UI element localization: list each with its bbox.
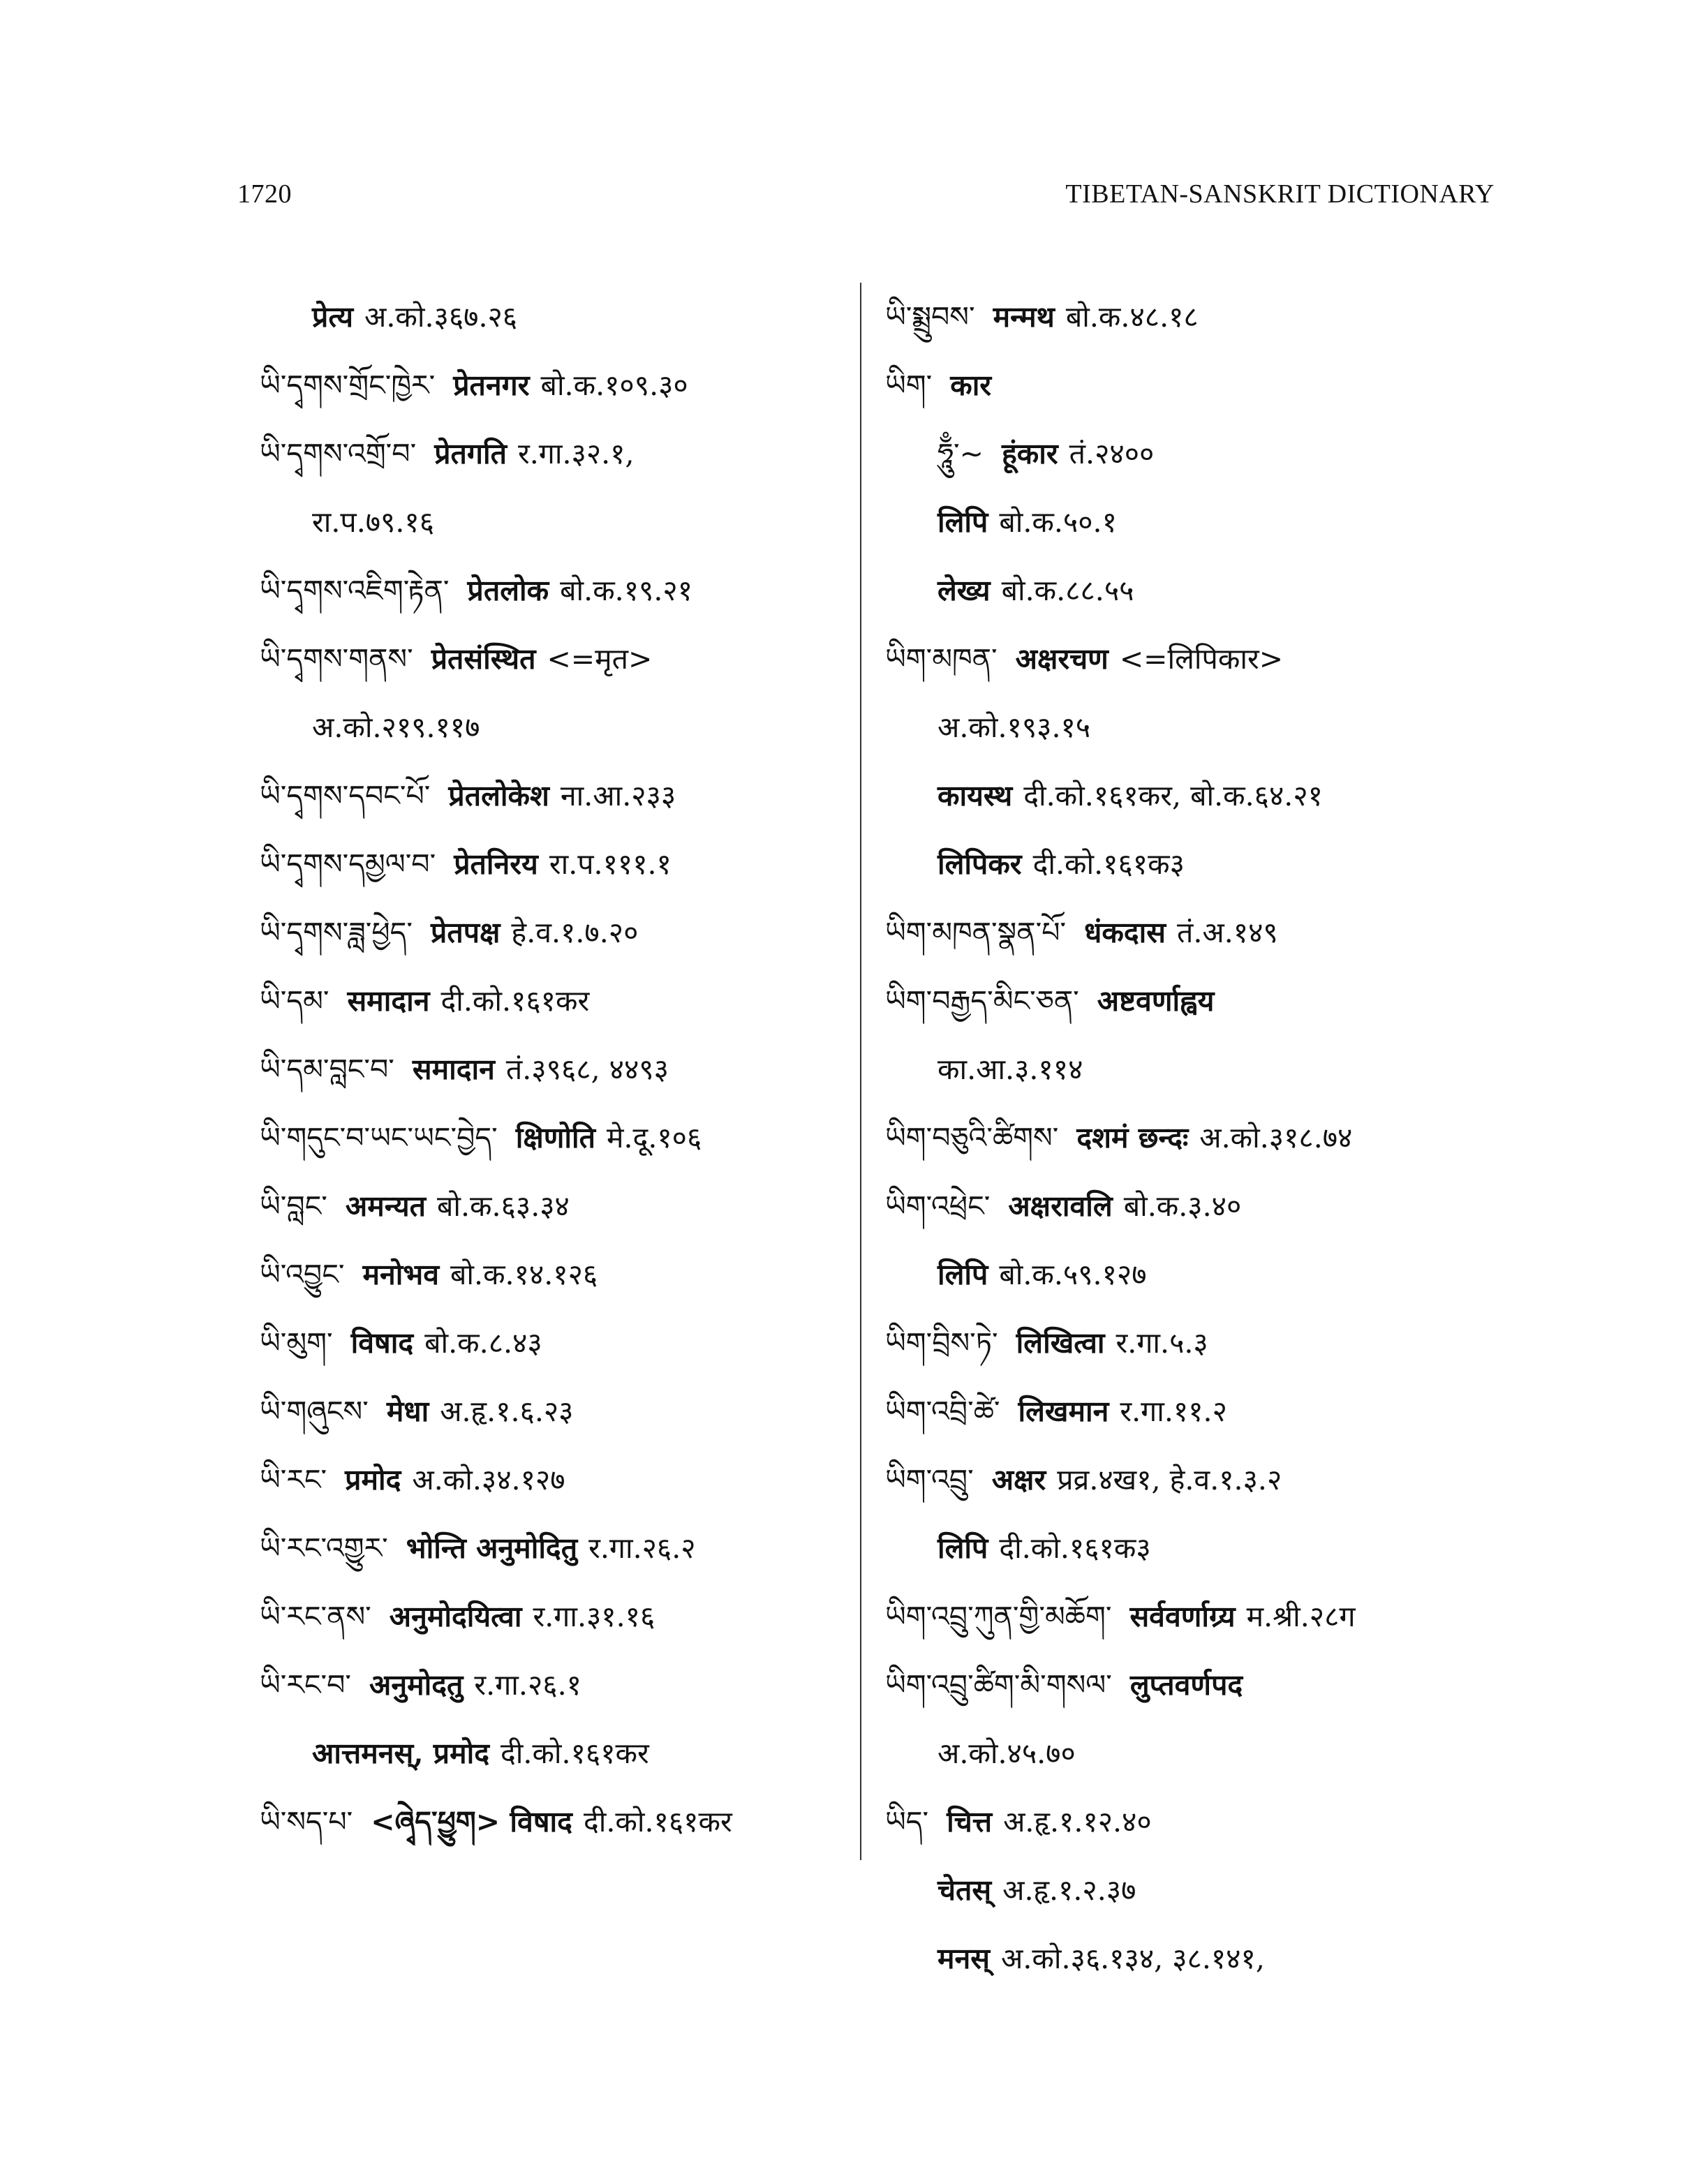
dictionary-entry	[885, 625, 1513, 693]
dictionary-entry	[885, 1651, 1513, 1719]
sanskrit-term: लुप्तवर्णपद	[1129, 1668, 1243, 1702]
tibetan-term: ཡི་དྭགས་དམྱལ་བ་	[260, 847, 436, 881]
dictionary-entry	[885, 351, 1513, 419]
dictionary-entry	[260, 1104, 832, 1172]
sanskrit-term: प्रेतसंस्थित	[431, 642, 536, 676]
right-column	[885, 283, 1513, 1993]
source-reference: बो.क.१४.१२६	[450, 1258, 598, 1291]
source-reference: दी.को.१६१कर	[583, 1805, 732, 1838]
tibetan-term: ཡི་གདུང་བ་ཡང་ཡང་བྱེད་	[260, 1121, 498, 1154]
source-reference: बो.क.५०.१	[999, 505, 1117, 539]
sanskrit-term: चेतस्	[937, 1873, 992, 1907]
page-title: TIBETAN-SANSKRIT DICTIONARY	[1065, 179, 1495, 209]
tibetan-term: ཡིག་འབྲུ་ཀུན་གྱི་མཆོག་	[885, 1600, 1112, 1633]
dictionary-entry	[260, 1035, 832, 1104]
column-divider	[860, 283, 861, 1860]
dictionary-entry	[260, 1788, 832, 1856]
sanskrit-term: लिखित्वा	[1016, 1326, 1105, 1360]
dictionary-entry	[885, 693, 1513, 762]
dictionary-entry	[885, 1788, 1513, 1856]
dictionary-entry	[260, 1240, 832, 1309]
sanskrit-term: धंकदास	[1084, 916, 1166, 949]
sanskrit-term: प्रेतलोक	[467, 574, 549, 607]
source-reference: प्रव्र.४ख१, हे.व.१.३.२	[1057, 1463, 1282, 1496]
dictionary-entry	[885, 1446, 1513, 1514]
sanskrit-term: विषाद	[350, 1326, 414, 1360]
source-reference: ना.आ.२३३	[560, 779, 676, 812]
source-reference: र.गा.५.३	[1115, 1326, 1208, 1360]
sanskrit-term: कायस्थ	[937, 779, 1013, 812]
dictionary-entry	[885, 898, 1513, 967]
sanskrit-term: प्रेतगति	[434, 437, 507, 470]
source-reference: बो.क.१९.२१	[560, 574, 693, 607]
source-reference: अ.को.३६.१३४, ३८.१४१,	[1001, 1942, 1265, 1975]
source-reference: का.आ.३.११४	[937, 1053, 1083, 1086]
tibetan-term: ཡིག་	[885, 369, 933, 402]
dictionary-entry	[260, 351, 832, 419]
dictionary-entry	[885, 488, 1513, 556]
sanskrit-term: लिखमान	[1018, 1395, 1109, 1428]
tibetan-term: ཡི་དྭགས་དབང་པོ་	[260, 779, 431, 812]
source-reference: बो.क.८८.५५	[1001, 574, 1134, 607]
source-reference: र.गा.११.२	[1120, 1395, 1227, 1428]
page-number: 1720	[237, 179, 292, 209]
dictionary-entry	[885, 967, 1513, 1035]
sanskrit-term: सर्ववर्णाग्र्य	[1129, 1600, 1236, 1633]
sanskrit-term: प्रेतपक्ष	[431, 916, 501, 949]
source-reference: <=लिपिकार>	[1119, 642, 1284, 676]
source-reference: बो.क.६३.३४	[436, 1189, 570, 1223]
tibetan-term: ཡིག་འབྲུ་	[885, 1463, 974, 1496]
sanskrit-term: प्रेतलोकेश	[448, 779, 549, 812]
source-reference: बो.क.५९.१२७	[999, 1258, 1147, 1291]
source-reference: दी.को.१६१कर	[440, 984, 590, 1018]
tibetan-term: ཡི་དམ་	[260, 984, 329, 1018]
sanskrit-term: लिपि	[937, 1258, 988, 1291]
dictionary-entry	[885, 1035, 1513, 1104]
sanskrit-term: समादान	[412, 1053, 495, 1086]
sanskrit-term: प्रेतनिरय	[454, 847, 538, 881]
dictionary-entry	[885, 762, 1513, 830]
sanskrit-term: लिपिकर	[937, 847, 1022, 881]
source-reference: अ.को.३४.१२७	[412, 1463, 565, 1496]
tibetan-term: ཡི་དྭགས་གྲོང་ཁྱེར་	[260, 369, 436, 402]
dictionary-entry	[260, 556, 832, 625]
sanskrit-term: भोन्ति अनुमोदितु	[406, 1531, 578, 1565]
source-reference: तं.२४००	[1069, 437, 1155, 470]
sanskrit-term: प्रेत्य	[312, 300, 353, 334]
dictionary-entry	[260, 693, 832, 762]
dictionary-entry	[885, 556, 1513, 625]
tibetan-term: ཡིག་བཅུའི་ཚིགས་	[885, 1121, 1059, 1154]
tibetan-term: ཡི་རང་ནས་	[260, 1600, 371, 1633]
dictionary-entry	[260, 1582, 832, 1651]
dictionary-entry	[885, 419, 1513, 488]
dictionary-entry	[260, 967, 832, 1035]
source-reference: अ.को.३६७.२६	[364, 300, 518, 334]
sanskrit-term: मनोभव	[362, 1258, 439, 1291]
tibetan-term: ཡིག་འཕྲེང་	[885, 1189, 991, 1223]
sanskrit-term: अक्षर	[991, 1463, 1046, 1496]
sanskrit-term: प्रमोद	[345, 1463, 401, 1496]
dictionary-entry	[260, 762, 832, 830]
dictionary-entry	[260, 1514, 832, 1582]
dictionary-entry	[260, 830, 832, 898]
sanskrit-term: अनुमोदतु	[369, 1668, 464, 1702]
dictionary-entry	[260, 419, 832, 488]
sanskrit-term: दशमं छन्दः	[1076, 1121, 1189, 1154]
tibetan-term: ཡི་དྭགས་གནས་	[260, 642, 413, 676]
tibetan-term: ཡིག་བྲིས་ཏེ་	[885, 1326, 998, 1360]
tibetan-term: ཡིད་	[885, 1805, 929, 1838]
sanskrit-term: लिपि	[937, 505, 988, 539]
tibetan-term: ཡི་གཞུངས་	[260, 1395, 369, 1428]
sanskrit-term: समादान	[347, 984, 430, 1018]
dictionary-entry	[260, 488, 832, 556]
sanskrit-term: अमन्यत	[345, 1189, 426, 1223]
tibetan-term: ཡི་རང་འགྱུར་	[260, 1531, 388, 1565]
sanskrit-term: लेख्य	[937, 574, 991, 607]
source-reference: र.गा.३१.१६	[533, 1600, 655, 1633]
tibetan-term: ཡི་རང་	[260, 1463, 327, 1496]
dictionary-entry	[885, 1582, 1513, 1651]
tibetan-term: ཡི་དྭགས་འཇིག་རྟེན་	[260, 574, 450, 607]
source-reference: अ.को.४५.७०	[937, 1737, 1076, 1770]
tibetan-term: ཡིག་བརྒྱད་མིང་ཅན་	[885, 984, 1079, 1018]
dictionary-entry	[885, 1104, 1513, 1172]
source-reference: रा.प.७९.१६	[312, 505, 435, 539]
sanskrit-term: प्रेतनगर	[453, 369, 530, 402]
sanskrit-term: लिपि	[937, 1531, 988, 1565]
source-reference: बो.क.४८.१८	[1065, 300, 1199, 334]
source-reference: बो.क.३.४०	[1123, 1189, 1242, 1223]
source-reference: <=मृत>	[547, 642, 653, 676]
sanskrit-term: चित्त	[947, 1805, 993, 1838]
sanskrit-term: मनस्	[937, 1942, 990, 1975]
source-reference: म.श्री.२८ग	[1246, 1600, 1356, 1633]
sanskrit-term: आत्तमनस्, प्रमोद	[312, 1737, 490, 1770]
tibetan-term: ཡི་དྭགས་འགྲོ་བ་	[260, 437, 417, 470]
source-reference: दी.को.१६१कर	[501, 1737, 649, 1770]
dictionary-entry	[260, 283, 832, 351]
source-reference: दी.को.१६१कर, बो.क.६४.२१	[1023, 779, 1323, 812]
dictionary-entry	[260, 1309, 832, 1377]
source-reference: अ.को.३१८.७४	[1199, 1121, 1353, 1154]
tibetan-term: ཡིག་མཁན་	[885, 642, 998, 676]
sanskrit-term: अक्षरचण	[1015, 642, 1109, 676]
source-reference: र.गा.२६.१	[474, 1668, 581, 1702]
tibetan-term: ཡི་དམ་བླང་བ་	[260, 1053, 394, 1086]
dictionary-entry	[885, 1924, 1513, 1993]
source-reference: अ.को.१९३.१५	[937, 711, 1091, 744]
sanskrit-term: कार	[950, 369, 992, 402]
dictionary-entry	[885, 1719, 1513, 1788]
tibetan-term: ཡི་མུག་	[260, 1326, 333, 1360]
dictionary-entry	[885, 1240, 1513, 1309]
tibetan-term: ཡིག་འབྲུ་ཚིག་མི་གསལ་	[885, 1668, 1112, 1702]
dictionary-entry	[885, 1514, 1513, 1582]
dictionary-entry	[260, 898, 832, 967]
dictionary-entry	[885, 830, 1513, 898]
dictionary-entry	[885, 1377, 1513, 1446]
source-reference: अ.हृ.१.६.२३	[440, 1395, 574, 1428]
source-reference: र.गा.३२.१,	[517, 437, 635, 470]
dictionary-entry	[260, 1377, 832, 1446]
dictionary-entry	[260, 1719, 832, 1788]
tibetan-term: ཡི་འབྱུང་	[260, 1258, 345, 1291]
sanskrit-term: क्षिणोति	[515, 1121, 595, 1154]
source-reference: बो.क.१०९.३०	[540, 369, 688, 402]
dictionary-entry	[260, 1446, 832, 1514]
source-reference: तं.३९६८, ४४९३	[505, 1053, 669, 1086]
source-reference: तं.अ.१४९	[1176, 916, 1278, 949]
source-reference: दी.को.१६१क३	[999, 1531, 1151, 1565]
source-reference: मे.दू.१०६	[607, 1121, 702, 1154]
tibetan-term: ཡི་བླང་	[260, 1189, 327, 1223]
source-reference: बो.क.८.४३	[424, 1326, 542, 1360]
sanskrit-term: अक्षरावलि	[1008, 1189, 1113, 1223]
sanskrit-term: अनुमोदयित्वा	[389, 1600, 522, 1633]
tibetan-term: ཡི་དྭགས་ཟླ་ཕྱེད་	[260, 916, 413, 949]
tibetan-term: ཡི་སད་པ་	[260, 1805, 353, 1838]
left-column	[260, 283, 832, 1856]
sanskrit-term: मन्मथ	[993, 300, 1055, 334]
tibetan-term: ཡིག་འབྲི་ཚེ་	[885, 1395, 1000, 1428]
source-reference: अ.हृ.१.१२.४०	[1003, 1805, 1152, 1838]
source-reference: दी.को.१६१क३	[1032, 847, 1185, 881]
dictionary-entry	[885, 1309, 1513, 1377]
dictionary-entry	[260, 1651, 832, 1719]
source-reference: रा.प.१११.१	[549, 847, 672, 881]
tibetan-term: ཧཱུྃ་~	[937, 437, 984, 470]
dictionary-entry	[260, 625, 832, 693]
dictionary-entry	[885, 1856, 1513, 1924]
sanskrit-term: अष्टवर्णाह्वय	[1097, 984, 1215, 1018]
dictionary-entry	[885, 283, 1513, 351]
sanskrit-term: मेधा	[386, 1395, 429, 1428]
source-reference: अ.हृ.१.२.३७	[1002, 1873, 1136, 1907]
dictionary-entry	[885, 1172, 1513, 1240]
page-header	[237, 179, 1495, 221]
tibetan-term: ཡི་སྨྲུབས་	[885, 300, 975, 334]
source-reference: अ.को.२१९.११७	[312, 711, 480, 744]
tibetan-term: ཡི་རང་བ་	[260, 1668, 352, 1702]
sanskrit-term: <ཞྭེད་ཕྱུག> विषाद	[371, 1805, 572, 1838]
source-reference: हे.व.१.७.२०	[511, 916, 639, 949]
dictionary-entry	[260, 1172, 832, 1240]
tibetan-term: ཡིག་མཁན་སྣན་པོ་	[885, 916, 1067, 949]
source-reference: र.गा.२६.२	[588, 1531, 696, 1565]
sanskrit-term: हूंकार	[1002, 437, 1058, 470]
